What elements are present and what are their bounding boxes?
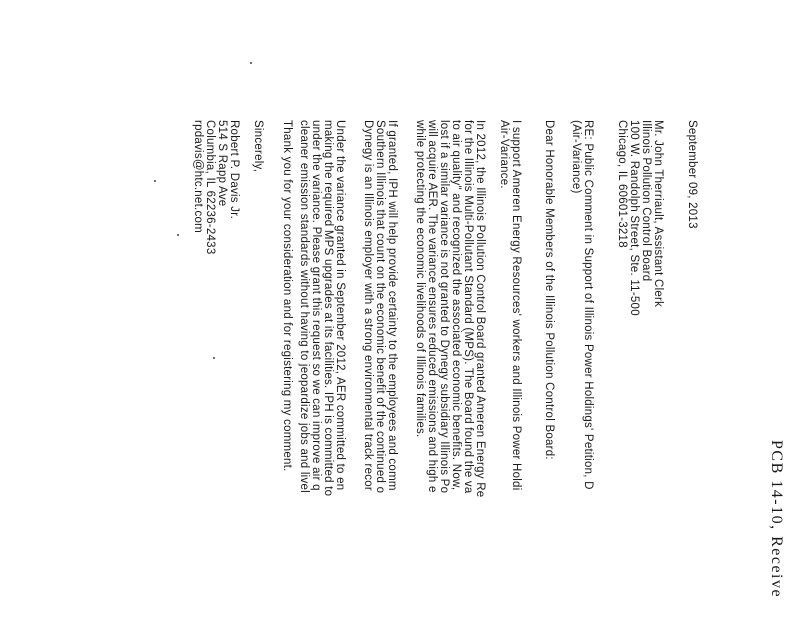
paragraph-3-line-3: Dynegy is an Illinois employer with a strong environmental track recor bbox=[362, 120, 374, 491]
signature-line-3: 514 S Rapp Ave bbox=[216, 120, 228, 207]
paragraph-1-line-1: I support Ameren Energy Resources' workers and Illinois Power Holdi bbox=[510, 120, 522, 491]
paragraph-2-line-2: for the Illinois Multi-Pollutant Standard (MPS). The Board found the va bbox=[462, 120, 474, 494]
address-line-3: 100 W. Randolph Street, Ste. 11-500 bbox=[628, 120, 640, 316]
paragraph-3-line-1: If granted, IPH will help provide certainty to the employees and comm bbox=[386, 120, 398, 491]
letter-date: September 09, 2013 bbox=[686, 120, 698, 229]
paragraph-3-line-2: Southern Illinois that count on the economic benefit of the continued o bbox=[374, 120, 386, 494]
paragraph-2-line-6: while protecting the economic livelihoods of Illinois families. bbox=[414, 120, 426, 438]
address-line-4: Chicago, IL 60601-3218 bbox=[616, 120, 628, 248]
address-line-1: Mr. John Therriault, Assistant Clerk bbox=[652, 120, 664, 308]
paragraph-4-line-1: Under the variance granted in September 2012, AER committed to en bbox=[334, 120, 346, 491]
subject-line-2: (Air-Variance) bbox=[570, 120, 582, 194]
scan-speck bbox=[250, 62, 252, 64]
scan-speck bbox=[177, 234, 179, 236]
closing-line: Thank you for your consideration and for registering my comment. bbox=[281, 120, 293, 472]
salutation: Dear Honorable Members of the Illinois Pollution Control Board: bbox=[543, 120, 555, 460]
paragraph-2-line-3: to air quality" and recognized the associated economic benefits. Now, bbox=[450, 120, 462, 491]
address-line-2: Illinois Pollution Control Board bbox=[640, 120, 652, 282]
signature-line-5: rpdavis@htc.net.com bbox=[192, 120, 204, 233]
subject-line-1: RE: Public Comment in Support of Illinois Power Holdings' Petition, D bbox=[582, 120, 594, 490]
paragraph-4-line-3: under the variance. Please grant this request so we can improve air q bbox=[310, 120, 322, 491]
paragraph-4-line-4: cleaner emission standards without having to jeopardize jobs and livel bbox=[298, 120, 310, 493]
signature-line-2: Robert P. Davis Jr. bbox=[228, 120, 240, 220]
docket-header: PCB 14-10, Receive bbox=[768, 440, 785, 599]
paragraph-2-line-4: lost if a similar variance is not granted to Dynegy subsidiary Illinois Po bbox=[438, 120, 450, 494]
paragraph-4-line-2: making the required MPS upgrades at its facilities. IPH is committed to bbox=[322, 120, 334, 497]
scan-speck bbox=[213, 357, 215, 359]
signature-line-1: Sincerely, bbox=[252, 120, 264, 173]
signature-line-4: Columbia, IL 62236-2433 bbox=[204, 120, 216, 255]
scan-speck bbox=[154, 180, 156, 182]
paragraph-1-line-2: Air-Variance. bbox=[498, 120, 510, 189]
paragraph-2-line-5: will acquire AER. The variance ensures reduced emissions and high e bbox=[426, 120, 438, 493]
paragraph-2-line-1: In 2012, the Illinois Pollution Control Board granted Ameren Energy Re bbox=[474, 120, 486, 498]
